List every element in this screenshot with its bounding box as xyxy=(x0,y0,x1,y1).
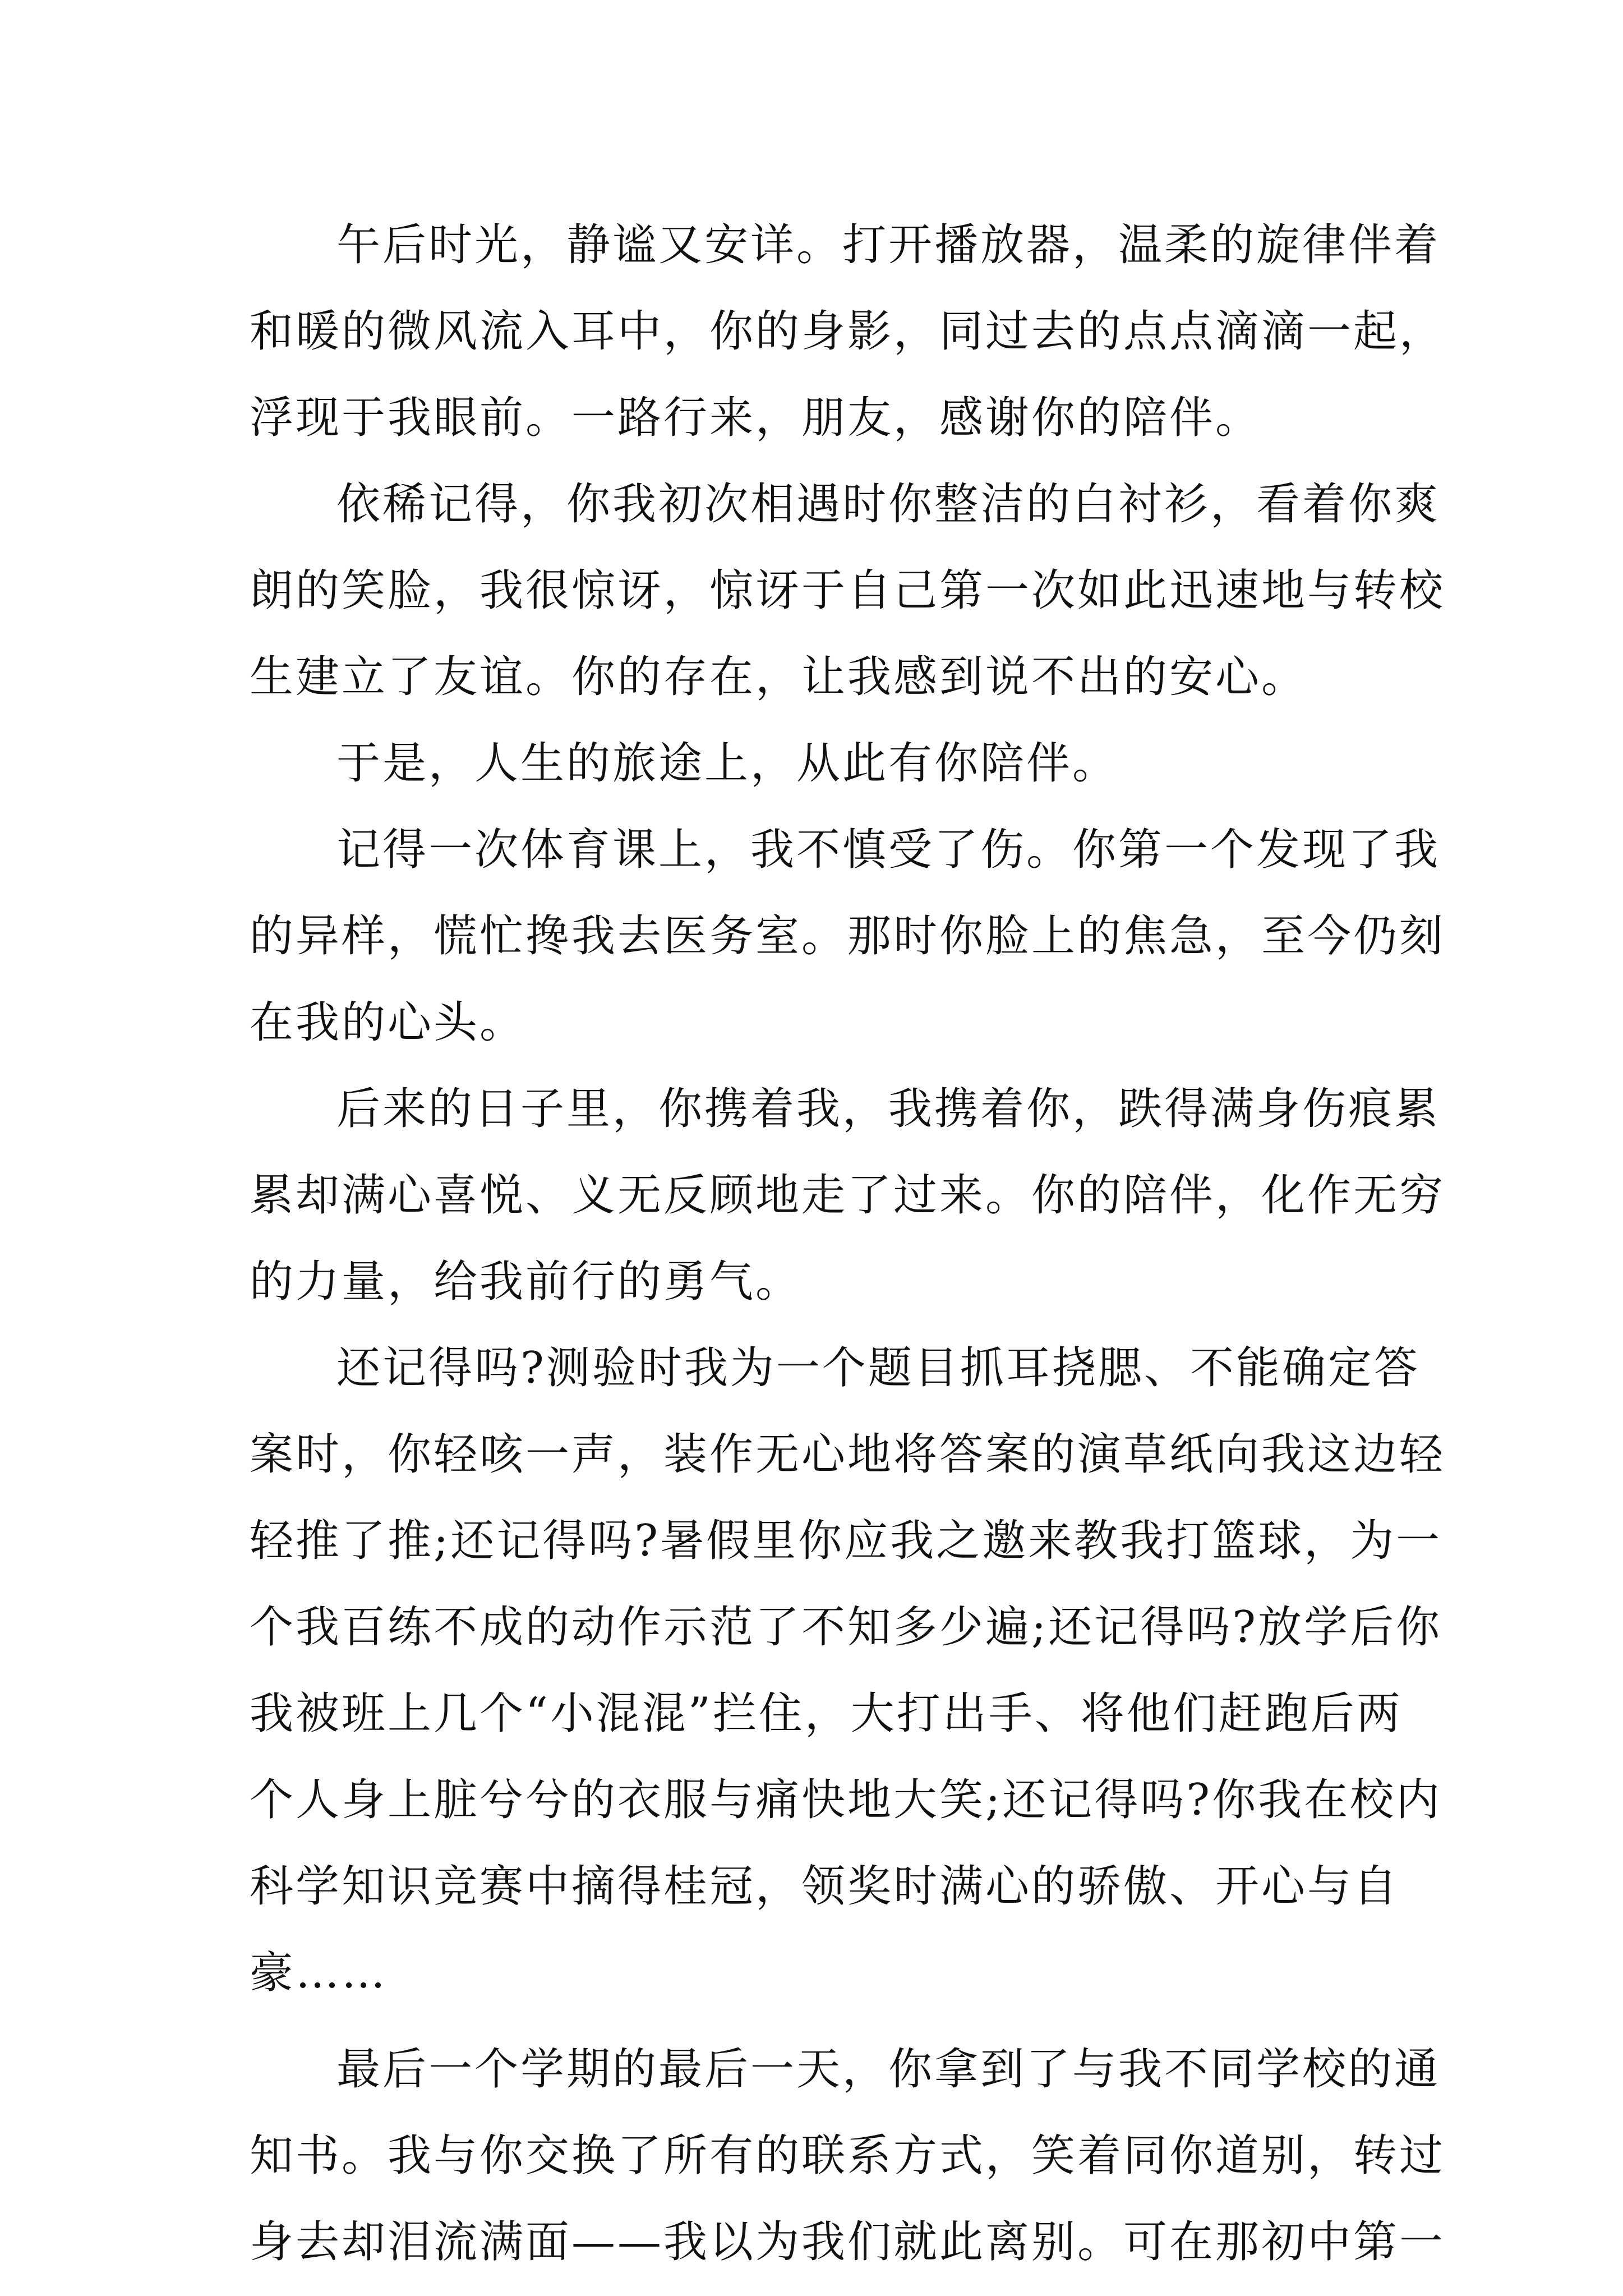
paragraph xyxy=(250,720,1377,807)
paragraph-line: 朗的笑脸，我很惊讶，惊讶于自己第一次如此迅速地与转校 xyxy=(250,565,1446,616)
paragraph xyxy=(250,1066,1446,1325)
paragraph-line: 还记得吗?测验时我为一个题目抓耳挠腮、不能确定答 xyxy=(336,1343,1420,1393)
paragraph xyxy=(250,1325,1446,2016)
paragraph-line: 身去却泪流满面——我以为我们就此离别。可在那初中第一 xyxy=(250,2217,1446,2267)
paragraph-line: 依稀记得，你我初次相遇时你整洁的白衬衫，看着你爽 xyxy=(336,479,1441,530)
paragraph-line: 生建立了友谊。你的存在，让我感到说不出的安心。 xyxy=(250,652,1308,702)
paragraph-line: 个我百练不成的动作示范了不知多少遍;还记得吗?放学后你 xyxy=(250,1602,1442,1653)
paragraph-line: 豪…… xyxy=(250,1948,388,1998)
paragraph-line: 后来的日子里，你携着我，我携着你，跌得满身伤痕累 xyxy=(336,1084,1441,1134)
paragraph-line: 累却满心喜悦、义无反顾地走了过来。你的陪伴，化作无穷 xyxy=(250,1170,1446,1221)
paragraph-spacer xyxy=(250,2016,1377,2026)
paragraph-line: 个人身上脏兮兮的衣服与痛快地大笑;还记得吗?你我在校内 xyxy=(250,1775,1442,1825)
paragraph-line: 在我的心头。 xyxy=(250,997,526,1048)
paragraph xyxy=(250,202,1446,461)
paragraph-line: 知书。我与你交换了所有的联系方式，笑着同你道别，转过 xyxy=(250,2131,1446,2181)
paragraph xyxy=(250,461,1446,720)
paragraph-line: 的力量，给我前行的勇气。 xyxy=(250,1257,802,1307)
article-body xyxy=(250,202,1446,2285)
paragraph-line: 于是，人生的旅途上，从此有你陪伴。 xyxy=(336,738,1119,789)
paragraph-line: 轻推了推;还记得吗?暑假里你应我之邀来教我打篮球，为一 xyxy=(250,1516,1442,1566)
paragraph xyxy=(250,2026,1446,2285)
paragraph-line: 和暖的微风流入耳中，你的身影，同过去的点点滴滴一起， xyxy=(250,306,1446,357)
paragraph-line: 我被班上几个“小混混”拦住，大打出手、将他们赶跑后两 xyxy=(250,1688,1403,1739)
paragraph-line: 科学知识竞赛中摘得桂冠，领奖时满心的骄傲、开心与自 xyxy=(250,1861,1400,1912)
paragraph-line: 最后一个学期的最后一天，你拿到了与我不同学校的通 xyxy=(336,2044,1441,2095)
paragraph-line: 浮现于我眼前。一路行来，朋友，感谢你的陪伴。 xyxy=(250,393,1262,443)
paragraph-line: 的异样，慌忙搀我去医务室。那时你脸上的焦急，至今仍刻 xyxy=(250,911,1446,961)
paragraph xyxy=(250,807,1446,1066)
paragraph-line: 记得一次体育课上，我不慎受了伤。你第一个发现了我 xyxy=(336,825,1441,875)
paragraph-line: 午后时光，静谧又安详。打开播放器，温柔的旋律伴着 xyxy=(336,220,1441,270)
paragraph-line: 案时，你轻咳一声，装作无心地将答案的演草纸向我这边轻 xyxy=(250,1429,1446,1480)
